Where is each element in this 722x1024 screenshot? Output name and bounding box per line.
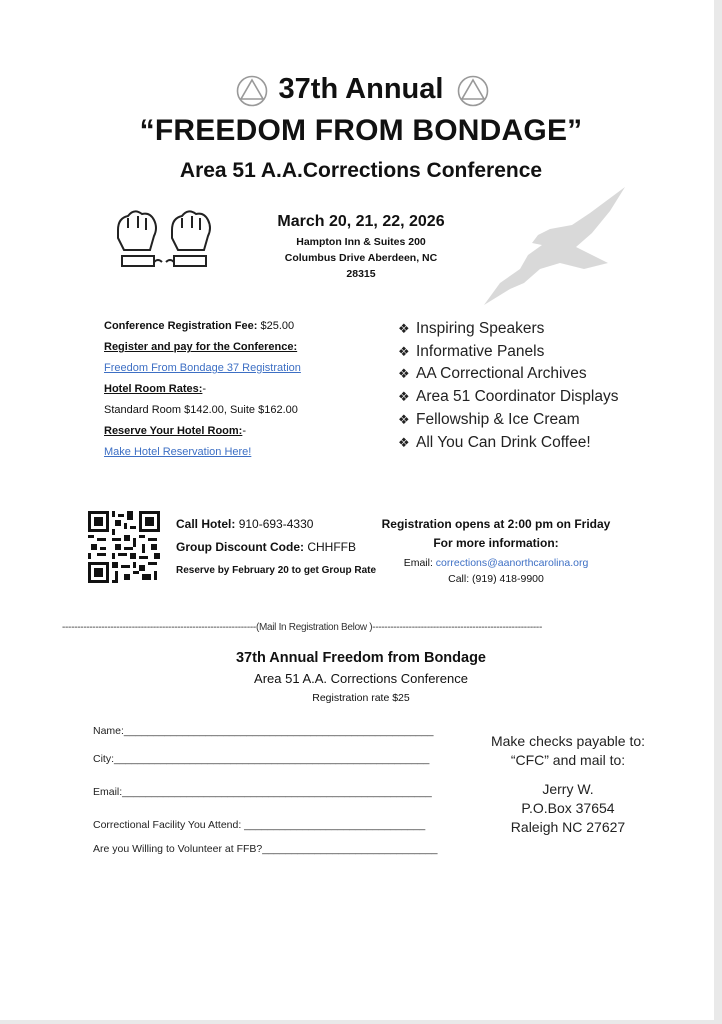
volunteer-field[interactable]: Are you Willing to Volunteer at FFB?______________________________ — [93, 843, 438, 855]
fee-label: Conference Registration Fee: — [104, 320, 258, 332]
list-item: ❖ All You Can Drink Coffee! — [398, 432, 698, 455]
email-field[interactable]: Email:_____________________________________________________ — [93, 786, 432, 798]
email-label: Email: — [403, 557, 433, 569]
rates-text: Standard Room $142.00, Suite $162.00 — [104, 404, 298, 416]
eagle-silhouette-icon — [480, 185, 628, 310]
call-hotel-label: Call Hotel: — [176, 517, 236, 531]
register-heading: Register and pay for the Conference: — [104, 341, 298, 353]
registration-info — [104, 316, 394, 463]
hotel-contact — [176, 513, 386, 582]
diamond-bullet-icon: ❖ — [398, 434, 410, 450]
facility-field[interactable]: Correctional Facility You Attend: _______________________________ — [93, 819, 426, 831]
mail-form-title: 37th Annual Freedom from Bondage — [235, 650, 486, 666]
annual-heading: 37th Annual — [278, 73, 444, 105]
name-field[interactable]: Name:_____________________________________________________ — [93, 725, 434, 737]
venue-line-1: Hampton Inn & Suites 200 — [296, 236, 426, 248]
hotel-reservation-link[interactable]: Make Hotel Reservation Here! — [104, 446, 252, 458]
venue-line-3: 28315 — [346, 268, 376, 280]
rates-suffix: - — [202, 383, 207, 395]
call-hotel-value[interactable]: 910-693-4330 — [238, 517, 314, 531]
mail-in-divider: ----------------------------------------------------------------(Mail In Registration Below )-------------------------------------------------------- — [62, 622, 542, 633]
mail-po-box: P.O.Box 37654 — [521, 800, 615, 816]
mail-name: Jerry W. — [542, 781, 594, 797]
registration-opens: Registration opens at 2:00 pm on Friday — [381, 517, 611, 531]
registration-link[interactable]: Freedom From Bondage 37 Registration — [104, 362, 301, 374]
fee-value: $25.00 — [260, 320, 295, 332]
page-edge-right — [714, 0, 722, 1024]
diamond-bullet-icon: ❖ — [398, 389, 410, 405]
event-dates: March 20, 21, 22, 2026 — [277, 213, 445, 230]
mail-form-subtitle: Area 51 A.A. Corrections Conference — [254, 671, 468, 686]
list-item: ❖ Fellowship & Ice Cream — [398, 409, 698, 432]
reserve-by-note: Reserve by February 20 to get Group Rate — [176, 565, 377, 576]
diamond-bullet-icon: ❖ — [398, 366, 410, 382]
mail-city: Raleigh NC 27627 — [510, 819, 626, 835]
divider-label: (Mail In Registration Below ) — [255, 622, 373, 633]
venue-line-2: Columbus Drive Aberdeen, NC — [284, 252, 438, 264]
payment-instructions — [470, 732, 666, 837]
list-item: ❖ Informative Panels — [398, 341, 698, 364]
city-field[interactable]: City:______________________________________________________ — [93, 753, 430, 765]
list-item: ❖ Area 51 Coordinator Displays — [398, 386, 698, 409]
conference-subtitle: Area 51 A.A.Corrections Conference — [179, 159, 543, 182]
contact-phone[interactable]: Call: (919) 418-9900 — [448, 573, 544, 585]
reserve-heading: Reserve Your Hotel Room: — [104, 425, 243, 437]
list-item: ❖ AA Correctional Archives — [398, 363, 698, 386]
reserve-suffix: - — [242, 425, 247, 437]
qr-code-icon[interactable] — [88, 511, 160, 583]
discount-code-value: CHHFFB — [307, 540, 357, 554]
email-link[interactable]: corrections@aanorthcarolina.org — [435, 557, 589, 569]
discount-code-label: Group Discount Code: — [176, 540, 304, 554]
rates-heading: Hotel Room Rates: — [104, 383, 203, 395]
contact-info — [380, 515, 612, 586]
diamond-bullet-icon: ❖ — [398, 321, 410, 336]
page-edge-bottom — [0, 1020, 722, 1024]
list-item: ❖ Inspiring Speakers — [398, 318, 698, 341]
page-title: “FREEDOM FROM BONDAGE” — [139, 114, 583, 147]
features-list — [398, 318, 698, 454]
mail-to-line: “CFC” and mail to: — [510, 752, 626, 768]
mail-form-rate: Registration rate $25 — [312, 692, 410, 704]
diamond-bullet-icon: ❖ — [398, 411, 410, 427]
broken-handcuffs-fists-icon — [110, 208, 216, 284]
diamond-bullet-icon: ❖ — [398, 343, 410, 359]
payable-to-line: Make checks payable to: — [490, 733, 646, 749]
more-info-heading: For more information: — [433, 536, 559, 550]
